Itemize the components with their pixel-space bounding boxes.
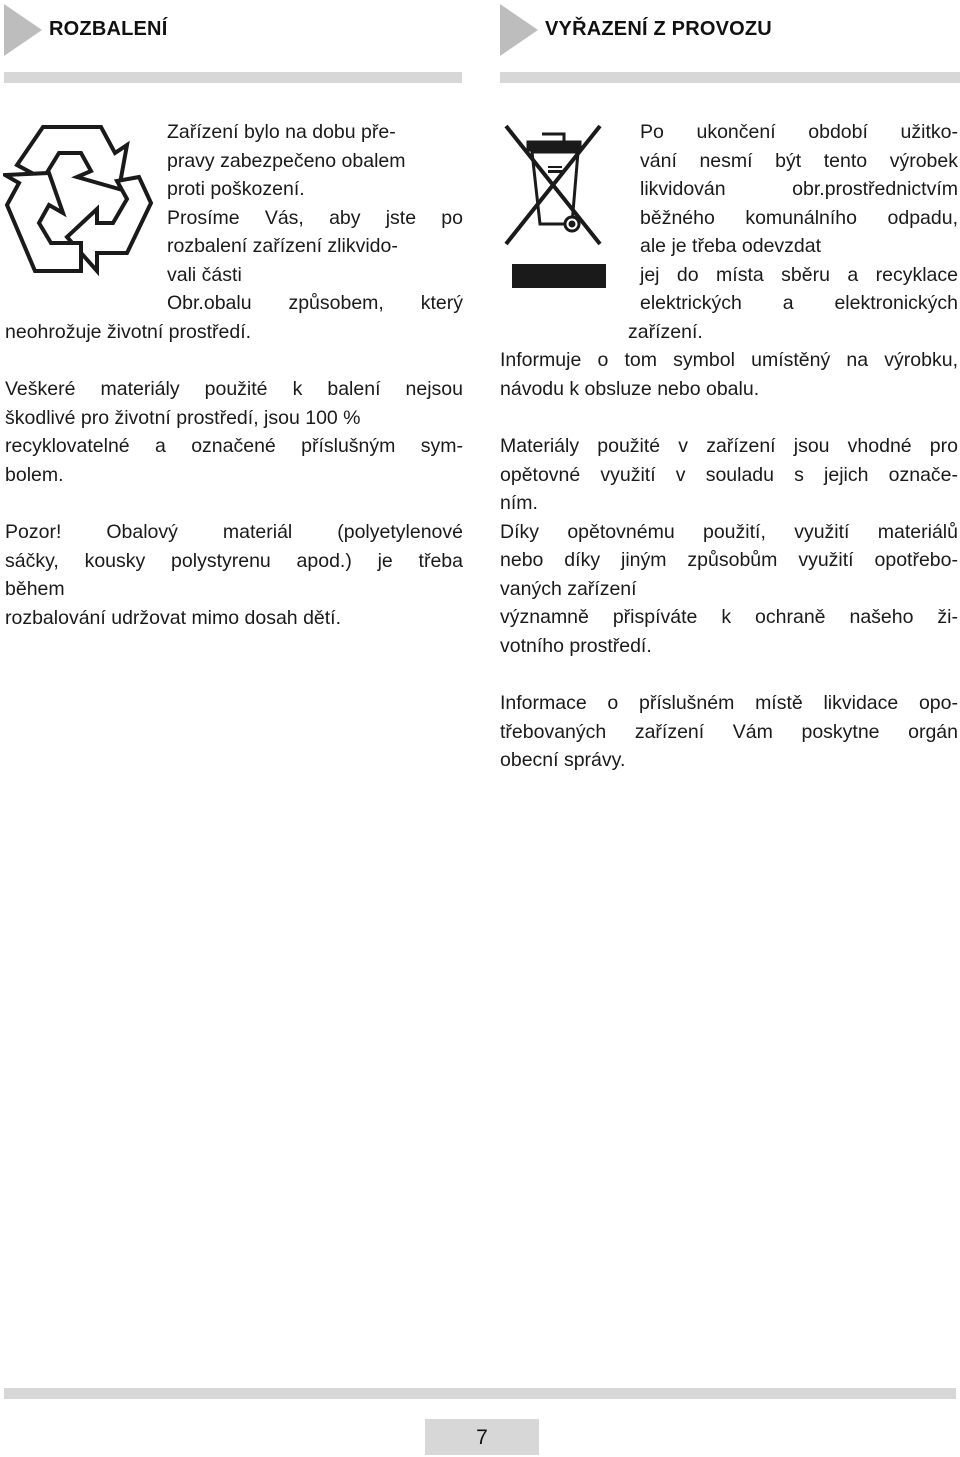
text-line: významně přispíváte k ochraně našeho ži- xyxy=(500,606,958,628)
text-line: zařízení. xyxy=(628,320,703,343)
text-line: Po ukončení období užitko- xyxy=(640,121,958,143)
text-line: ním. xyxy=(500,492,538,514)
warning-line: Pozor! Obalový materiál (polyetylenové xyxy=(5,521,463,543)
page-number: 7 xyxy=(425,1419,539,1455)
warning-line: sáčky, kousky polystyrenu apod.) je třeba xyxy=(5,549,463,572)
text-line: vání nesmí být tento výrobek xyxy=(640,149,958,172)
text-line: Zařízení bylo na dobu pře- xyxy=(167,121,396,143)
text-line: vali části xyxy=(167,263,242,286)
section-header-unpacking xyxy=(4,4,462,56)
text-line: Obr.obalu způsobem, který xyxy=(167,292,463,314)
warning-line: během xyxy=(5,578,65,600)
unpacking-text xyxy=(5,118,463,632)
text-line: jej do místa sběru a recyklace xyxy=(640,263,958,286)
text-line: Prosíme Vás, aby jste po xyxy=(167,206,463,229)
text-line: Informuje o tom symbol umístěný na výrobku, xyxy=(500,349,958,371)
header-rule xyxy=(500,72,960,83)
text-line: třebovaných zařízení Vám poskytne orgán xyxy=(500,720,958,743)
text-line: Materiály použité v zařízení jsou vhodné pro xyxy=(500,435,958,457)
text-line: rozbalení zařízení zlikvido- xyxy=(167,235,398,257)
text-line: Informace o příslušném místě likvidace opo- xyxy=(500,692,958,714)
text-line: pravy zabezpečeno obalem xyxy=(167,149,406,172)
text-line: proti poškození. xyxy=(167,178,305,200)
text-line: votního prostředí. xyxy=(500,634,652,657)
text-line: likvidován obr.prostřednictvím xyxy=(640,178,958,200)
text-line: elektrických a elektronických xyxy=(640,292,958,314)
text-line: neohrožuje životní prostředí. xyxy=(5,320,252,343)
section-title-left: ROZBALENÍ xyxy=(49,18,168,40)
warning-line: rozbalování udržovat mimo dosah dětí. xyxy=(5,606,342,629)
text-line: Díky opětovnému použití, využití materiálů xyxy=(500,520,958,543)
section-title-right: VYŘAZENÍ Z PROVOZU xyxy=(545,18,772,40)
disposal-text xyxy=(500,118,958,775)
text-line: škodlivé pro životní prostředí, jsou 100 % xyxy=(5,406,361,429)
header-triangle-icon xyxy=(4,4,42,56)
text-line: návodu k obsluze nebo obalu. xyxy=(500,377,760,400)
text-line: ale je třeba odevzdat xyxy=(640,235,822,257)
text-line: bolem. xyxy=(5,463,64,486)
text-line: opětovné využití v souladu s jejich označe- xyxy=(500,463,958,486)
text-line: nebo díky jiným způsobům využití opotřebo- xyxy=(500,549,958,571)
text-line: vaných zařízení xyxy=(500,577,637,600)
text-line: obecní správy. xyxy=(500,749,626,771)
text-line: recyklovatelné a označené příslušným sym- xyxy=(5,435,463,457)
section-header-disposal xyxy=(500,4,960,56)
text-line: běžného komunálního odpadu, xyxy=(640,206,958,229)
footer-rule xyxy=(4,1388,956,1399)
text-line: Veškeré materiály použité k balení nejsou xyxy=(5,378,463,400)
header-rule xyxy=(4,72,462,83)
header-triangle-icon xyxy=(500,4,538,56)
